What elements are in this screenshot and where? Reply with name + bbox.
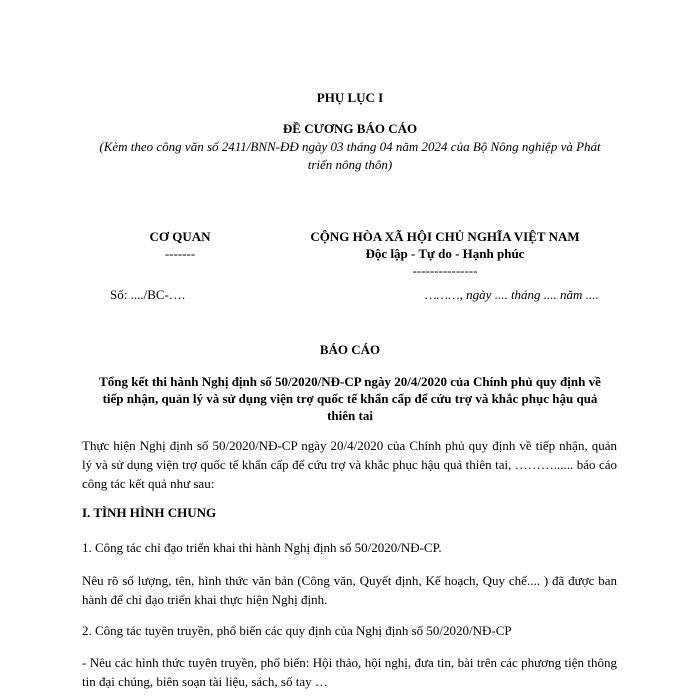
item1-heading: 1. Công tác chỉ đạo triển khai thi hành Nghị định số 50/2020/NĐ-CP. bbox=[82, 540, 442, 555]
appendix-note-line2: triển nông thôn) bbox=[307, 157, 393, 172]
intro-paragraph: Thực hiện Nghị định số 50/2020/NĐ-CP ngày 20/4/2020 của Chính phủ quy định về tiếp nhận, quản lý và sử dụng viện trợ quốc tế khẩn cấp để cứu trợ và khắc phục hậu quả thiên tai, ………...... báo cáo công tác kết quả như sau: bbox=[82, 438, 617, 491]
national-motto: Độc lập - Tự do - Hạnh phúc bbox=[365, 246, 525, 261]
date-line: ………, ngày .... tháng .... năm .... bbox=[425, 287, 599, 302]
item2-paragraph: - Nêu các hình thức tuyên truyền, phổ biến: Hội thảo, hội nghị, đưa tin, bài trên các phương tiện thông tin đại chúng, biên soạn tài liệu, sách, số tay … bbox=[82, 655, 617, 689]
report-subject-line2: tiếp nhận, quản lý và sử dụng viện trợ quốc tế khẩn cấp để cứu trợ và khắc phục hậu quả bbox=[102, 391, 598, 406]
appendix-title: PHỤ LỤC I bbox=[316, 90, 384, 105]
appendix-note-line1: (Kèm theo công văn số 2411/BNN-ĐĐ ngày 03 tháng 04 năm 2024 của Bộ Nông nghiệp và Phát bbox=[99, 139, 601, 154]
agency-name: CƠ QUAN bbox=[149, 229, 211, 244]
agency-rule: ------- bbox=[164, 246, 196, 261]
report-subject-line3: thiên tai bbox=[327, 408, 373, 423]
item1-paragraph: Nêu rõ số lượng, tên, hình thức văn bản (Công văn, Quyết định, Kế hoạch, Quy chế.... ) đã được ban hành để chỉ đạo triển khai thực hiện Nghị định. bbox=[82, 573, 617, 607]
motto-rule: --------------- bbox=[412, 263, 478, 278]
report-subject-line1: Tổng kết thi hành Nghị định số 50/2020/NĐ-CP ngày 20/4/2020 của Chính phủ quy định về bbox=[99, 374, 601, 389]
country-name: CỘNG HÒA XÃ HỘI CHỦ NGHĨA VIỆT NAM bbox=[310, 229, 580, 244]
appendix-subtitle: ĐỀ CƯƠNG BÁO CÁO bbox=[282, 121, 418, 136]
report-title: BÁO CÁO bbox=[319, 342, 381, 357]
section-heading: I. TÌNH HÌNH CHUNG bbox=[82, 505, 217, 520]
item2-heading: 2. Công tác tuyên truyền, phổ biến các quy định của Nghị định số 50/2020/NĐ-CP bbox=[82, 623, 512, 638]
document-number: Số: ..../BC-…. bbox=[110, 287, 186, 302]
